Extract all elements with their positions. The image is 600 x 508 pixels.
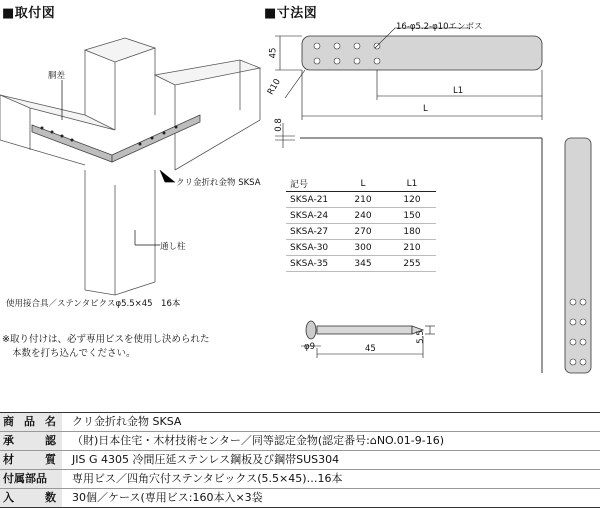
spec-row-accessories [0, 469, 600, 488]
label-char: 数 [45, 491, 56, 504]
label-char: 名 [45, 415, 56, 428]
spec-value: クリ金折れ金物 SKSA [72, 415, 182, 428]
label-char: 質 [45, 453, 56, 466]
installation-title: ■取付図 [2, 6, 56, 21]
spec-value: JIS G 4305 冷間圧延ステンレス鋼板及び鋼帯SUS304 [72, 453, 340, 466]
l-dimension: L [423, 104, 428, 114]
row-l1: 210 [388, 240, 436, 256]
spec-value: （財)日本住宅・木材技術センター／同等認定金物(認定番号:⌂NO.01-9-16) [72, 434, 444, 447]
table-row [286, 240, 436, 256]
size-table-header [286, 176, 436, 192]
spec-label [0, 432, 62, 450]
screws-label: 使用接合具／ステンタピクスφ5.5×45 16本 [6, 299, 181, 309]
label-char: 入 [3, 491, 14, 504]
l1-dimension: L1 [453, 86, 464, 96]
spec-row-product-name [0, 412, 600, 431]
screw-length: 45 [365, 344, 376, 354]
row-l1: 150 [388, 208, 436, 224]
label-char: 品 [24, 415, 35, 428]
column-label: 通し柱 [160, 242, 186, 252]
beam-label: 胴差 [48, 71, 66, 81]
row-code: SKSA-30 [286, 240, 338, 256]
spec-row-approval [0, 431, 600, 450]
holes-dimension: 16-φ5.2-φ10エンボス [396, 22, 483, 32]
screw-diameter: φ9 [304, 342, 316, 352]
header-l1: L1 [388, 176, 436, 192]
spec-value: 専用ビス／四角穴付ステンタビックス(5.5×45)…16本 [72, 472, 343, 485]
spec-label [0, 451, 62, 469]
radius-dimension: R10 [265, 77, 283, 97]
size-table [286, 176, 436, 272]
label-char: 商 [3, 415, 14, 428]
row-l: 270 [338, 224, 388, 240]
spec-value: 30個／ケース(専用ビス:160本入×3袋 [72, 491, 263, 504]
row-l: 210 [338, 192, 388, 208]
spec-table [0, 412, 600, 508]
header-l: L [338, 176, 388, 192]
row-l1: 180 [388, 224, 436, 240]
thickness-dimension: 0.8 [273, 118, 284, 132]
header-code: 記号 [286, 176, 338, 192]
row-code: SKSA-27 [286, 224, 338, 240]
dimension-title: ■寸法図 [264, 6, 318, 21]
spec-label [0, 413, 62, 431]
row-code: SKSA-35 [286, 256, 338, 272]
label-char: 付属部品 [3, 472, 47, 485]
spec-row-material [0, 450, 600, 469]
note-line-2: 本数を打ち込んでください。 [12, 348, 136, 359]
installation-note [2, 333, 209, 361]
row-code: SKSA-21 [286, 192, 338, 208]
table-row [286, 256, 436, 272]
screw-shank: 5.5 [415, 330, 426, 344]
label-char: 承 [3, 434, 14, 447]
spec-label [0, 470, 62, 488]
fitting-label: クリ金折れ金物 SKSA [176, 178, 261, 188]
width-45-dimension: 45 [268, 47, 279, 59]
row-l: 345 [338, 256, 388, 272]
spec-row-quantity [0, 488, 600, 508]
row-l1: 120 [388, 192, 436, 208]
table-row [286, 208, 436, 224]
label-char: 材 [3, 453, 14, 466]
table-row [286, 224, 436, 240]
row-code: SKSA-24 [286, 208, 338, 224]
installation-drawing [0, 20, 275, 310]
label-char: 認 [45, 434, 56, 447]
table-row [286, 192, 436, 208]
note-line-1: ※取り付けは、必ず専用ビスを使用し決められた [2, 334, 210, 345]
row-l: 300 [338, 240, 388, 256]
row-l: 240 [338, 208, 388, 224]
spec-label [0, 489, 62, 507]
row-l1: 255 [388, 256, 436, 272]
